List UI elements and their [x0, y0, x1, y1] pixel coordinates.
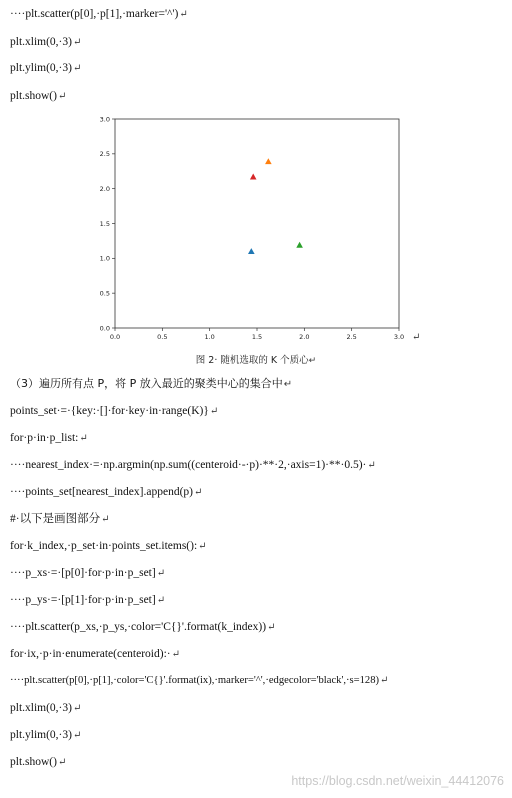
- code-line: plt.xlim(0,·3)↵: [10, 702, 82, 714]
- code-line: plt.ylim(0,·3)↵: [10, 62, 82, 74]
- figure-caption: 图 2· 随机选取的 K 个质心↵: [195, 355, 317, 366]
- y-tick-label: 1.0: [99, 254, 110, 263]
- code-line: points_set·=·{key:·[]·for·key·in·range(K)}↵: [10, 405, 219, 417]
- code-line: ····p_xs·=·[p[0]·for·p·in·p_set]↵: [10, 567, 166, 579]
- code-line: ····points_set[nearest_index].append(p)↵: [10, 486, 203, 498]
- x-tick-label: 1.0: [204, 333, 215, 341]
- code-line: plt.show()↵: [10, 90, 67, 102]
- scatter-chart-svg: [95, 111, 425, 346]
- x-tick-label: 1.5: [251, 333, 263, 341]
- code-line: plt.show()↵: [10, 756, 67, 768]
- code-comment: #·以下是画图部分↵: [10, 513, 110, 525]
- x-tick-label: 0.0: [109, 333, 121, 341]
- y-tick-label: 0.0: [99, 324, 110, 333]
- code-line: plt.xlim(0,·3)↵: [10, 36, 82, 48]
- scatter-chart: [95, 111, 425, 346]
- plot-frame: [115, 119, 399, 328]
- code-line: for·k_index,·p_set·in·points_set.items():↵: [10, 540, 207, 552]
- y-tick-label: 0.5: [99, 289, 110, 298]
- x-tick-label: 3.0: [393, 333, 405, 341]
- x-tick-label: 2.5: [346, 333, 357, 341]
- x-tick-label: 2.0: [299, 333, 310, 341]
- code-line: ····plt.scatter(p_xs,·p_ys,·color='C{}'.format(k_index))↵: [10, 621, 276, 633]
- code-line: ····plt.scatter(p[0],·p[1],·marker='^')↵: [10, 8, 188, 20]
- section-heading: （3）遍历所有点 P，将 P 放入最近的聚类中心的集合中↵: [10, 377, 293, 390]
- watermark: https://blog.csdn.net/weixin_44412076: [291, 774, 504, 788]
- code-line: for·p·in·p_list:↵: [10, 432, 88, 444]
- code-line: ····nearest_index·=·np.argmin(np.sum((centeroid·-·p)·**·2,·axis=1)·**·0.5)·↵: [10, 459, 376, 471]
- y-tick-label: 2.0: [99, 184, 110, 193]
- code-line: ····p_ys·=·[p[1]·for·p·in·p_set]↵: [10, 594, 166, 606]
- x-tick-label: 0.5: [157, 333, 168, 341]
- code-line: plt.ylim(0,·3)↵: [10, 729, 82, 741]
- paragraph-mark: ↵: [412, 332, 421, 343]
- code-line: for·ix,·p·in·enumerate(centeroid):·↵: [10, 648, 180, 660]
- code-line: ····plt.scatter(p[0],·p[1],·color='C{}'.format(ix),·marker='^',·edgecolor='black',·s=128)↵: [10, 675, 389, 686]
- y-tick-label: 3.0: [99, 115, 110, 124]
- y-tick-label: 1.5: [99, 219, 110, 228]
- y-tick-label: 2.5: [99, 150, 110, 159]
